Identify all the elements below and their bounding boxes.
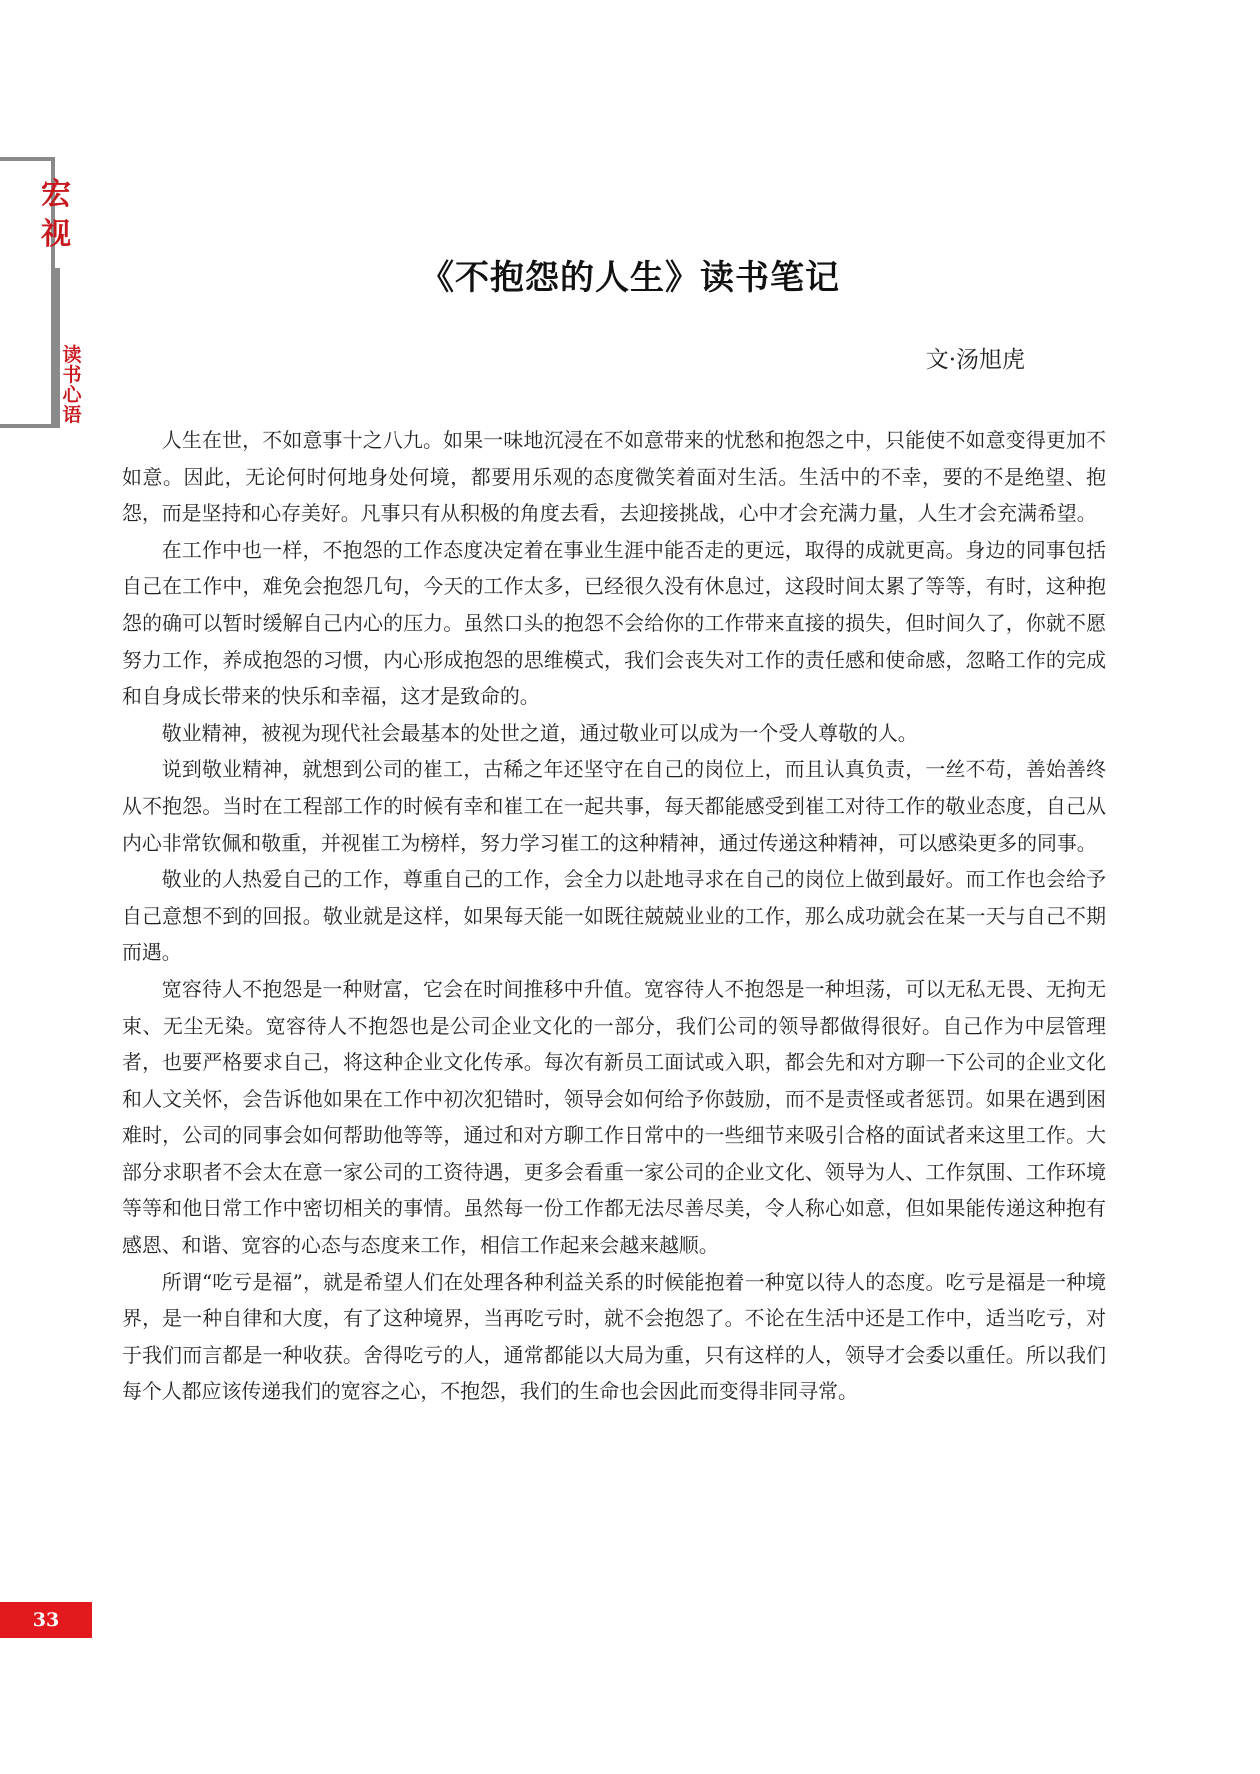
section-bracket-top <box>0 157 55 161</box>
column-label: 读书心语 <box>62 344 82 426</box>
article-title: 《不抱怨的人生》读书笔记 <box>420 258 840 298</box>
paragraph: 敬业的人热爱自己的工作，尊重自己的工作，会全力以赴地寻求在自己的岗位上做到最好。而工作也会给予自己意想不到的回报。敬业就是这样，如果每天能一如既往兢兢业业的工作，那么成功就会在某一天与自己不期而遇。 <box>122 868 1106 965</box>
paragraph: 宽容待人不抱怨是一种财富，它会在时间推移中升值。宽容待人不抱怨是一种坦荡，可以无私无畏、无拘无束、无尘无染。宽容待人不抱怨也是公司企业文化的一部分，我们公司的领导都做得很好。自己作为中层管理者，也要严格要求自己，将这种企业文化传承。每次有新员工面试或入职，都会先和对方聊一下公司的企业文化和人文关怀，会告诉他如果在工作中初次犯错时，领导会如何给予你鼓励，而不是责怪或者惩罚。如果在遇到困难时，公司的同事会如何帮助他等等，通过和对方聊工作日常中的一些细节来吸引合格的面试者来这里工作。大部分求职者不会太在意一家公司的工资待遇，更多会看重一家公司的企业文化、领导为人、工作氛围、工作环境等等和他日常工作中密切相关的事情。虽然每一份工作都无法尽善尽美，令人称心如意，但如果能传递这种抱有感恩、和谐、宽容的心态与态度来工作，相信工作起来会越来越顺。 <box>122 977 1106 1258</box>
article-body <box>122 423 1106 1411</box>
paragraph: 说到敬业精神，就想到公司的崔工，古稀之年还坚守在自己的岗位上，而且认真负责，一丝不苟，善始善终从不抱怨。当时在工程部工作的时候有幸和崔工在一起共事，每天都能感受到崔工对待工作的敬业态度，自己从内心非常钦佩和敬重，并视崔工为榜样，努力学习崔工的这种精神，通过传递这种精神，可以感染更多的同事。 <box>122 758 1106 855</box>
paragraph: 所谓“吃亏是福”，就是希望人们在处理各种利益关系的时候能抱着一种宽以待人的态度。吃亏是福是一种境界，是一种自律和大度，有了这种境界，当再吃亏时，就不会抱怨了。不论在生活中还是工作中，适当吃亏，对于我们而言都是一种收获。舍得吃亏的人，通常都能以大局为重，只有这样的人，领导才会委以重任。所以我们每个人都应该传递我们的宽容之心，不抱怨，我们的生命也会因此而变得非同寻常。 <box>122 1270 1106 1404</box>
paragraph: 人生在世，不如意事十之八九。如果一味地沉浸在不如意带来的忧愁和抱怨之中，只能使不如意变得更加不如意。因此，无论何时何地身处何境，都要用乐观的态度微笑着面对生活。生活中的不幸，要的不是绝望、抱怨，而是坚持和心存美好。凡事只有从积极的角度去看，去迎接挑战，心中才会充满力量，人生才会充满希望。 <box>122 429 1106 526</box>
paragraph: 敬业精神，被视为现代社会最基本的处世之道，通过敬业可以成为一个受人尊敬的人。 <box>161 721 918 745</box>
section-title-char-2: 视 <box>41 217 71 252</box>
page-number: 33 <box>0 1602 92 1638</box>
paragraph: 在工作中也一样，不抱怨的工作态度决定着在事业生涯中能否走的更远，取得的成就更高。身边的同事包括自己在工作中，难免会抱怨几句，今天的工作太多，已经很久没有休息过，这段时间太累了等等，有时，这种抱怨的确可以暂时缓解自己内心的压力。虽然口头的抱怨不会给你的工作带来直接的损失，但时间久了，你就不愿努力工作，养成抱怨的习惯，内心形成抱怨的思维模式，我们会丧失对工作的责任感和使命感，忽略工作的完成和自身成长带来的快乐和幸福，这才是致命的。 <box>122 538 1106 709</box>
article-author: 文·汤旭虎 <box>925 347 1025 373</box>
section-title-char-1: 宏 <box>41 177 71 212</box>
section-bracket-bottom <box>0 424 55 428</box>
